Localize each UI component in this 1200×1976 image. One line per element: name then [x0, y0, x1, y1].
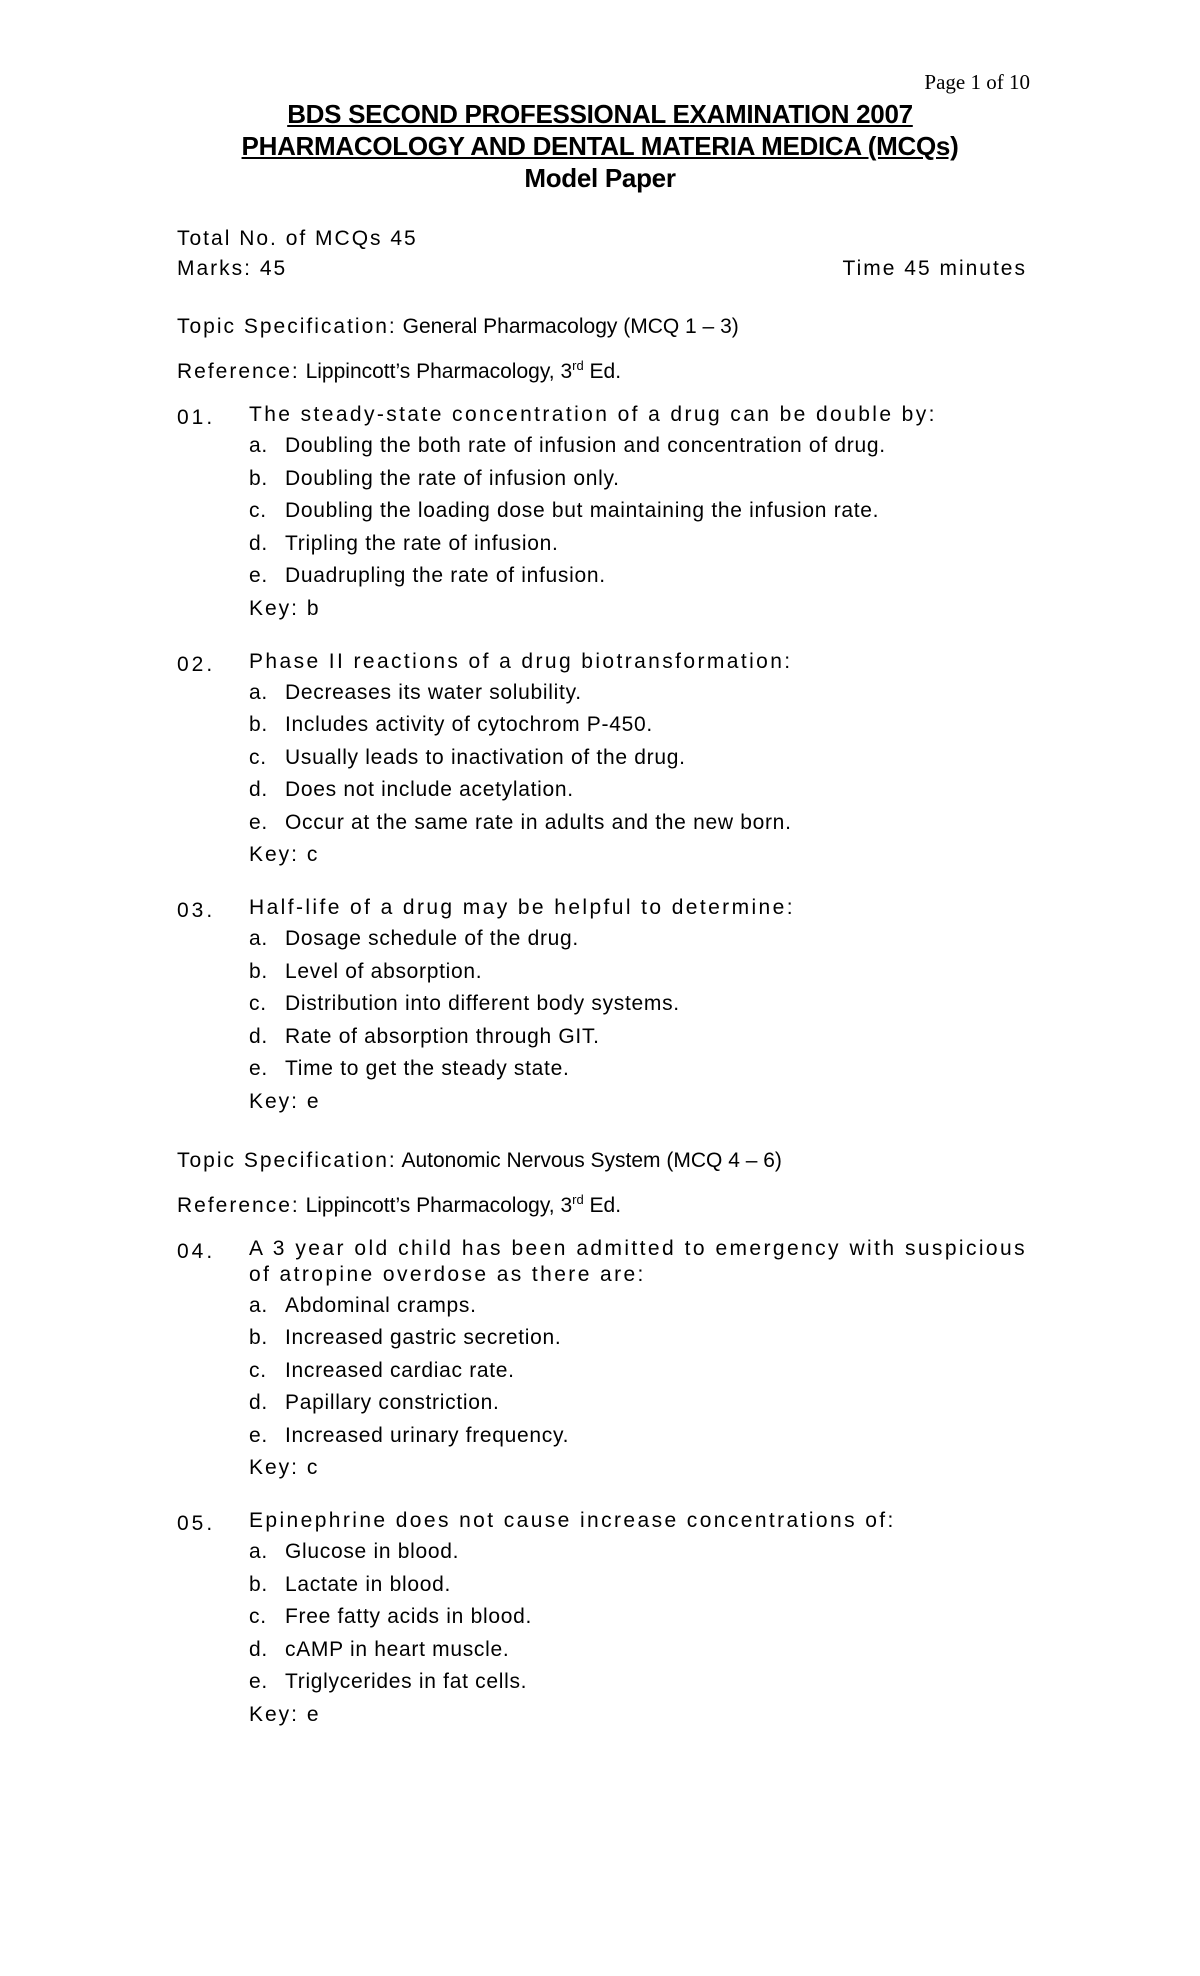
option-letter: e. — [249, 1423, 268, 1447]
option — [249, 956, 1027, 989]
option-text: Duadrupling the rate of infusion. — [285, 564, 606, 587]
reference-label: Reference: — [177, 1193, 300, 1217]
option — [249, 1634, 1027, 1667]
option-letter: b. — [249, 713, 268, 736]
exam-header — [0, 98, 1200, 194]
option-letter: d. — [249, 1637, 268, 1661]
option — [249, 430, 1027, 463]
option — [249, 1021, 1027, 1054]
option-text: Does not include acetylation. — [285, 778, 574, 801]
question-text: Phase II reactions of a drug biotransformation: — [249, 649, 793, 673]
option-text: Includes activity of cytochrom P-450. — [285, 713, 653, 736]
option — [249, 923, 1027, 956]
option-letter: c. — [249, 499, 267, 522]
question-01 — [177, 402, 1027, 625]
reference-label: Reference: — [177, 360, 300, 383]
reference-book: Lippincott’s Pharmacology, 3 — [305, 1193, 573, 1217]
question-text: Epinephrine does not cause increase concentrations of: — [249, 1509, 896, 1532]
option-text: Dosage schedule of the drug. — [285, 927, 579, 950]
option-letter: a. — [249, 434, 268, 457]
option-letter: e. — [249, 1057, 268, 1080]
reference-book: Lippincott’s Pharmacology, 3 — [305, 360, 573, 383]
option — [249, 1420, 1027, 1453]
option-letter: a. — [249, 1540, 268, 1563]
reference-edition-sup: rd — [572, 358, 584, 373]
option-letter: b. — [249, 959, 268, 983]
option — [249, 495, 1027, 528]
option-letter: b. — [249, 1326, 268, 1349]
question-05 — [177, 1508, 1027, 1731]
option-text: Occur at the same rate in adults and the new born. — [285, 810, 792, 834]
option-text: Glucose in blood. — [285, 1540, 460, 1563]
option-text: Increased urinary frequency. — [285, 1423, 570, 1447]
option-letter: a. — [249, 1293, 268, 1317]
option-text: Papillary constriction. — [285, 1391, 500, 1414]
option-letter: a. — [249, 680, 268, 704]
answer-key: Key: c — [249, 1456, 320, 1479]
topic-name: Autonomic Nervous System (MCQ 4 – 6) — [401, 1148, 782, 1172]
option — [249, 1355, 1027, 1388]
question-03 — [177, 895, 1027, 1118]
option-letter: e. — [249, 1670, 268, 1693]
option — [249, 709, 1027, 742]
page-number: Page 1 of 10 — [924, 70, 1030, 94]
question-number: 04. — [177, 1239, 216, 1263]
exam-subject: PHARMACOLOGY AND DENTAL MATERIA MEDICA (MCQs) — [241, 131, 959, 161]
option — [249, 1290, 1027, 1323]
option-text: Distribution into different body systems. — [285, 992, 680, 1015]
reference-edition-sup: rd — [572, 1191, 584, 1207]
option — [249, 1601, 1027, 1634]
option-text: Doubling the rate of infusion only. — [285, 466, 620, 490]
option-text: Rate of absorption through GIT. — [285, 1024, 600, 1048]
question-text: The steady-state concentration of a drug can be double by: — [249, 403, 937, 426]
option-text: Level of absorption. — [285, 959, 483, 983]
option — [249, 463, 1027, 496]
topic-name: General Pharmacology (MCQ 1 – 3) — [402, 315, 739, 338]
option — [249, 1536, 1027, 1569]
option — [249, 1053, 1027, 1086]
option-text: cAMP in heart muscle. — [285, 1637, 510, 1661]
option — [249, 807, 1027, 840]
option — [249, 1666, 1027, 1699]
option-letter: e. — [249, 564, 268, 587]
reference-edition: Ed. — [589, 360, 622, 383]
marks-time-row — [177, 254, 1027, 284]
option-letter: c. — [249, 1358, 267, 1382]
option-text: Triglycerides in fat cells. — [285, 1670, 528, 1693]
option — [249, 774, 1027, 807]
question-04 — [177, 1236, 1027, 1485]
option-text: Time to get the steady state. — [285, 1057, 570, 1080]
question-text: Half-life of a drug may be helpful to determine: — [249, 896, 795, 919]
question-number: 02. — [177, 652, 216, 676]
question-number: 01. — [177, 406, 216, 429]
time-allowed: Time 45 minutes — [842, 257, 1027, 280]
option-text: Free fatty acids in blood. — [285, 1605, 532, 1628]
reference-edition: Ed. — [589, 1193, 622, 1217]
option-list — [249, 1290, 1027, 1453]
option-letter: c. — [249, 992, 267, 1015]
topic-specification — [177, 310, 1027, 344]
option-letter: d. — [249, 1024, 268, 1048]
option — [249, 1569, 1027, 1602]
option-letter: d. — [249, 1391, 268, 1414]
option — [249, 560, 1027, 593]
question-number: 05. — [177, 1512, 216, 1535]
topic-label: Topic Specification: — [177, 1148, 397, 1172]
option-list — [249, 677, 1027, 840]
paper-type: Model Paper — [524, 163, 676, 193]
option-letter: c. — [249, 1605, 267, 1628]
option — [249, 528, 1027, 561]
option-list — [249, 923, 1027, 1086]
topic-specification — [177, 1144, 1027, 1178]
option-letter: c. — [249, 745, 267, 769]
answer-key: Key: b — [249, 596, 321, 620]
option-text: Usually leads to inactivation of the drug. — [285, 745, 686, 769]
reference — [177, 1178, 1027, 1228]
answer-key: Key: c — [249, 843, 320, 866]
option-text: Tripling the rate of infusion. — [285, 531, 559, 555]
total-mcqs: Total No. of MCQs 45 — [177, 227, 418, 250]
reference — [177, 344, 1027, 394]
option-list — [249, 1536, 1027, 1699]
option-text: Decreases its water solubility. — [285, 680, 582, 704]
option-text: Abdominal cramps. — [285, 1293, 477, 1317]
option-letter: b. — [249, 1572, 268, 1596]
question-text: A 3 year old child has been admitted to emergency with suspicious of atropine overdose as there are: — [249, 1236, 1027, 1286]
exam-content — [177, 224, 1027, 1731]
option-text: Increased cardiac rate. — [285, 1358, 515, 1382]
exam-title: BDS SECOND PROFESSIONAL EXAMINATION 2007 — [287, 99, 913, 129]
option — [249, 1322, 1027, 1355]
option-text: Doubling the loading dose but maintaining the infusion rate. — [285, 499, 880, 522]
option — [249, 988, 1027, 1021]
option-list — [249, 430, 1027, 593]
option-text: Doubling the both rate of infusion and concentration of drug. — [285, 434, 886, 457]
question-02 — [177, 649, 1027, 872]
option-letter: d. — [249, 778, 268, 801]
answer-key: Key: e — [249, 1089, 321, 1113]
option-text: Increased gastric secretion. — [285, 1326, 562, 1349]
option-letter: e. — [249, 810, 268, 834]
option — [249, 677, 1027, 710]
marks: Marks: 45 — [177, 257, 288, 280]
option — [249, 1387, 1027, 1420]
option-letter: d. — [249, 531, 268, 555]
option-letter: a. — [249, 927, 268, 950]
answer-key: Key: e — [249, 1702, 321, 1726]
topic-label: Topic Specification: — [177, 315, 397, 338]
question-number: 03. — [177, 899, 216, 922]
option-text: Lactate in blood. — [285, 1572, 452, 1596]
option-letter: b. — [249, 466, 268, 490]
option — [249, 742, 1027, 775]
